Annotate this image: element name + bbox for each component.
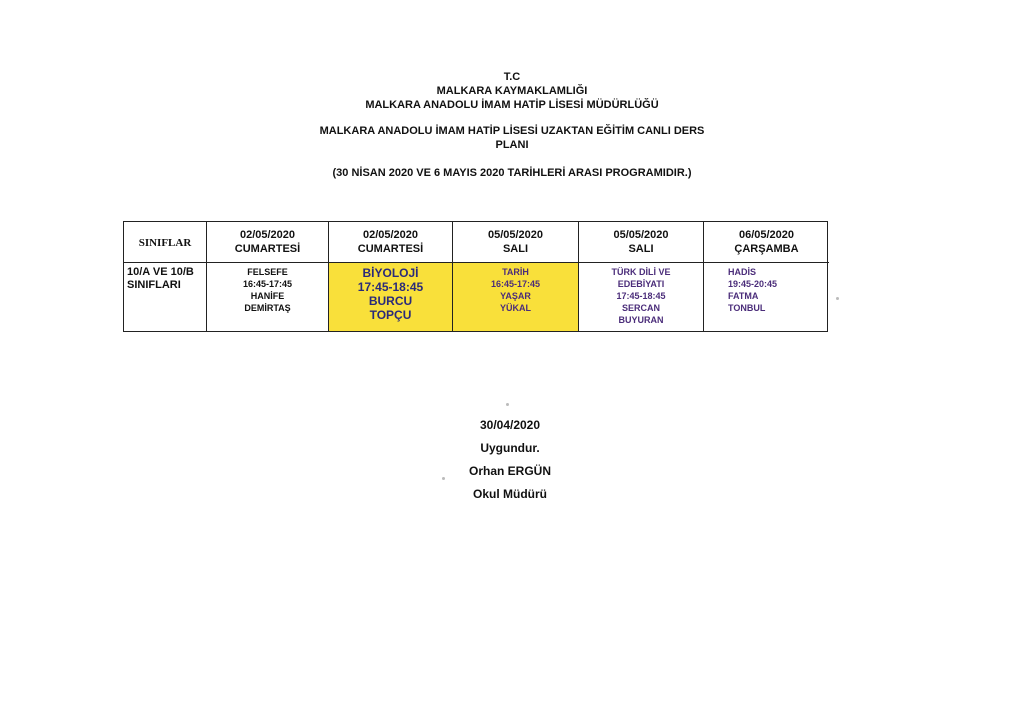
lesson-time: 17:45-18:45 bbox=[616, 291, 666, 301]
col-header-4 bbox=[579, 222, 704, 263]
col-day-3: SALI bbox=[502, 243, 529, 255]
col-date-5: 06/05/2020 bbox=[738, 229, 795, 241]
teacher-first: YAŞAR bbox=[500, 291, 531, 301]
col-header-5 bbox=[704, 222, 829, 263]
plan-title: MALKARA ANADOLU İMAM HATİP LİSESİ UZAKTAN EĞİTİM CANLI DERS bbox=[319, 125, 705, 137]
row-label-line1: 10/A VE 10/B bbox=[127, 266, 194, 278]
teacher-last: BUYURAN bbox=[618, 315, 664, 325]
lesson-subject: HADİS bbox=[728, 267, 757, 277]
lesson-subject-cont: EDEBİYATI bbox=[617, 279, 665, 289]
teacher-last: TONBUL bbox=[728, 303, 766, 313]
header-kaymakamlik: MALKARA KAYMAKLAMLIĞI bbox=[436, 85, 588, 97]
approval-date: 30/04/2020 bbox=[479, 418, 541, 432]
col-header-2 bbox=[329, 222, 453, 263]
col-date-1: 02/05/2020 bbox=[239, 229, 296, 241]
col-day-1: CUMARTESİ bbox=[234, 243, 301, 255]
col-day-2: CUMARTESİ bbox=[357, 243, 424, 255]
lesson-time: 17:45-18:45 bbox=[357, 280, 424, 294]
teacher-first: SERCAN bbox=[621, 303, 660, 313]
lesson-time: 16:45-17:45 bbox=[242, 279, 293, 289]
teacher-first: HANİFE bbox=[250, 291, 285, 301]
lesson-cell-2 bbox=[329, 263, 453, 331]
plan-title-cont: PLANI bbox=[495, 139, 529, 151]
schedule-table bbox=[123, 221, 828, 332]
lesson-time: 19:45-20:45 bbox=[728, 279, 778, 289]
lesson-subject: TÜRK DİLİ VE bbox=[611, 267, 671, 277]
lesson-time: 16:45-17:45 bbox=[490, 279, 541, 289]
principal-name: Orhan ERGÜN bbox=[468, 464, 551, 478]
teacher-first: FATMA bbox=[728, 291, 759, 301]
teacher-first: BURCU bbox=[368, 294, 413, 308]
lesson-subject: FELSEFE bbox=[247, 267, 288, 277]
col-header-1 bbox=[207, 222, 329, 263]
lesson-cell-4 bbox=[579, 263, 704, 331]
scan-speck bbox=[442, 477, 445, 480]
header-siniflar: SINIFLAR bbox=[124, 222, 207, 263]
col-header-3 bbox=[453, 222, 579, 263]
lesson-subject: BİYOLOJİ bbox=[362, 266, 419, 280]
col-date-4: 05/05/2020 bbox=[613, 229, 669, 241]
scan-speck bbox=[506, 403, 509, 406]
lesson-cell-5 bbox=[704, 263, 829, 331]
col-day-4: SALI bbox=[628, 243, 654, 255]
header-tc: T.C bbox=[503, 71, 521, 83]
approval-text: Uygundur. bbox=[480, 441, 540, 455]
lesson-cell-3 bbox=[453, 263, 579, 331]
row-label-line2: SINIFLARI bbox=[127, 279, 181, 291]
principal-title: Okul Müdürü bbox=[473, 487, 547, 501]
scan-speck bbox=[836, 297, 839, 300]
lesson-subject: TARİH bbox=[502, 267, 529, 277]
teacher-last: DEMİRTAŞ bbox=[244, 303, 291, 313]
col-date-3: 05/05/2020 bbox=[487, 229, 544, 241]
plan-period: (30 NİSAN 2020 VE 6 MAYIS 2020 TARİHLERİ ARASI PROGRAMIDIR.) bbox=[332, 167, 692, 179]
teacher-last: YÜKAL bbox=[500, 303, 531, 313]
col-date-2: 02/05/2020 bbox=[362, 229, 419, 241]
approval-block bbox=[380, 414, 640, 506]
lesson-cell-1 bbox=[207, 263, 329, 331]
document-header bbox=[0, 70, 1024, 180]
row-label bbox=[124, 263, 207, 331]
header-school: MALKARA ANADOLU İMAM HATİP LİSESİ MÜDÜRLÜĞÜ bbox=[365, 99, 659, 111]
teacher-last: TOPÇU bbox=[369, 308, 412, 322]
col-day-5: ÇARŞAMBA bbox=[734, 243, 799, 255]
